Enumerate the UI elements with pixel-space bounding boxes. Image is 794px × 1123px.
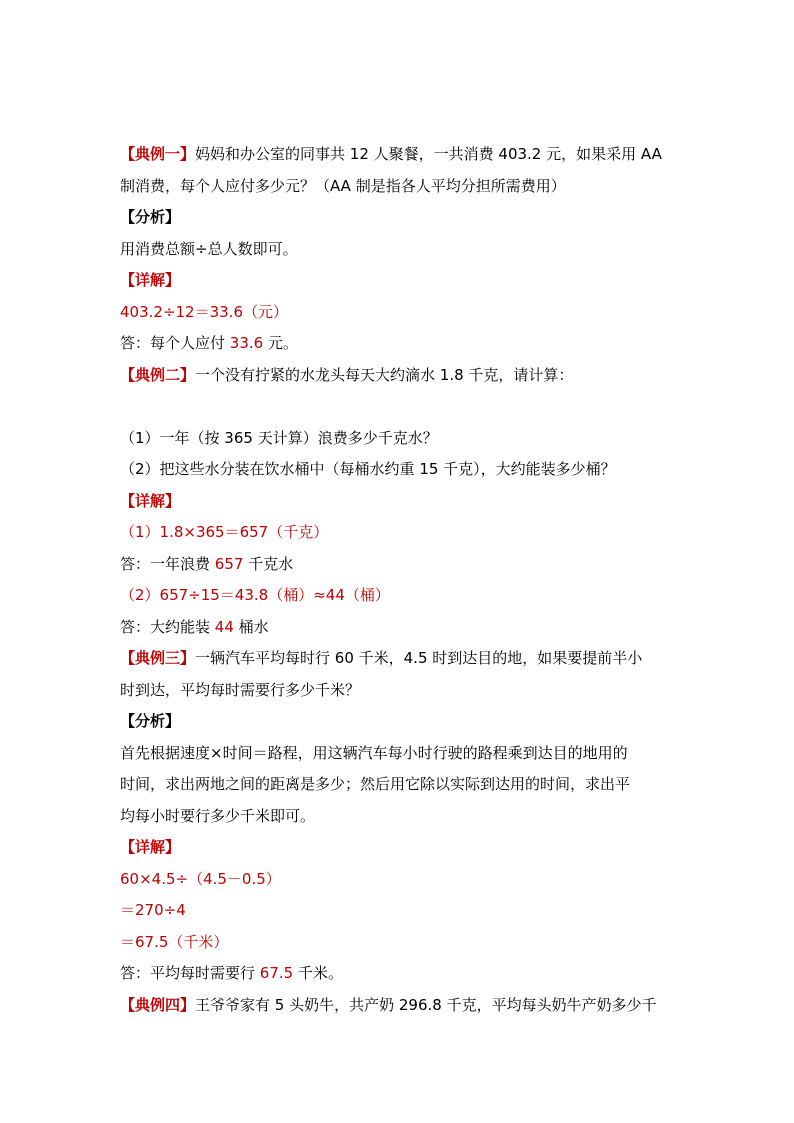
example-3-answer-value: 67.5 — [259, 964, 294, 982]
example-3-answer-prefix: 答：平均每时需要行 — [120, 964, 260, 982]
example-3-answer-suffix: 千米。 — [293, 964, 343, 982]
example-1-solution-tag: 【详解】 — [120, 271, 181, 289]
blank-line — [120, 391, 690, 423]
example-3-analysis-line-1: 首先根据速度×时间＝路程，用这辆汽车每小时行驶的路程乘到达目的地用的 — [120, 743, 628, 762]
example-3-answer — [120, 958, 690, 990]
example-2-work-1: （1）1.8×365＝657（千克） — [120, 523, 329, 541]
example-1-tag: 【典例一】 — [120, 145, 196, 163]
example-2-tag: 【典例二】 — [120, 365, 196, 384]
example-1-question-line-1 — [120, 139, 690, 171]
example-3-tag: 【典例三】 — [120, 649, 196, 667]
example-3-question-line-1 — [120, 643, 690, 675]
example-1-answer-prefix: 答：每个人应付 — [120, 334, 230, 352]
example-3-analysis-tag: 【分析】 — [120, 712, 181, 730]
example-3-analysis-line-2: 时间，求出两地之间的距离是多少；然后用它除以实际到达用的时间，求出平 — [120, 775, 631, 793]
example-2-question-text-1: 一个没有拧紧的水龙头每天大约滴水 1.8 千克，请计算： — [195, 365, 574, 384]
example-1-work-line: 403.2÷12＝33.6（元） — [120, 302, 288, 321]
example-3-work-line-2: ＝270÷4 — [120, 901, 186, 919]
example-3-work-line-3: ＝67.5（千米） — [120, 932, 229, 951]
example-2-solution-tag: 【详解】 — [120, 491, 181, 510]
example-1-analysis-text: 用消费总额÷总人数即可。 — [120, 239, 298, 258]
example-2-answer-2-value: 44 — [214, 617, 234, 636]
example-2-part-1: （1）一年（按 365 天计算）浪费多少千克水？ — [120, 428, 438, 447]
example-2-answer-2 — [120, 612, 690, 644]
example-2-question-line-1 — [120, 360, 690, 392]
example-3-work-line-1: 60×4.5÷（4.5－0.5） — [120, 869, 281, 888]
example-3-question-line-2: 时到达，平均每时需要行多少千米？ — [120, 680, 361, 699]
example-1-answer — [120, 328, 690, 360]
example-2-answer-2-suffix: 桶水 — [233, 617, 269, 636]
example-2-answer-1-suffix: 千克水 — [243, 554, 294, 573]
document-content — [120, 139, 690, 1021]
example-1-answer-suffix: 元。 — [263, 334, 298, 352]
example-2-answer-1 — [120, 549, 690, 581]
example-1-analysis-tag: 【分析】 — [120, 208, 181, 226]
example-2-part-2: （2）把这些水分装在饮水桶中（每桶水约重 15 千克），大约能装多少桶？ — [120, 460, 616, 478]
example-2-answer-1-value: 657 — [214, 554, 244, 573]
example-2-answer-1-prefix: 答：一年浪费 — [120, 554, 215, 573]
example-1-question-line-2: 制消费，每个人应付多少元？（AA 制是指各人平均分担所需费用） — [120, 176, 566, 195]
example-4-question-line-1 — [120, 990, 690, 1022]
example-1-question-text-1: 妈妈和办公室的同事共 12 人聚餐，一共消费 403.2 元，如果采用 AA — [195, 145, 662, 163]
example-4-tag: 【典例四】 — [120, 995, 196, 1014]
example-3-analysis-line-3: 均每小时要行多少千米即可。 — [120, 806, 316, 825]
example-1-answer-value: 33.6 — [229, 334, 264, 352]
example-3-question-text-1: 一辆汽车平均每时行 60 千米，4.5 时到达目的地，如果要提前半小 — [195, 649, 643, 667]
example-3-solution-tag: 【详解】 — [120, 838, 181, 856]
example-4-question-text-1: 王爷爷家有 5 头奶牛，共产奶 296.8 千克，平均每头奶牛产奶多少千 — [195, 995, 657, 1014]
example-2-work-2: （2）657÷15＝43.8（桶）≈44（桶） — [120, 586, 390, 604]
example-2-answer-2-prefix: 答：大约能装 — [120, 617, 215, 636]
